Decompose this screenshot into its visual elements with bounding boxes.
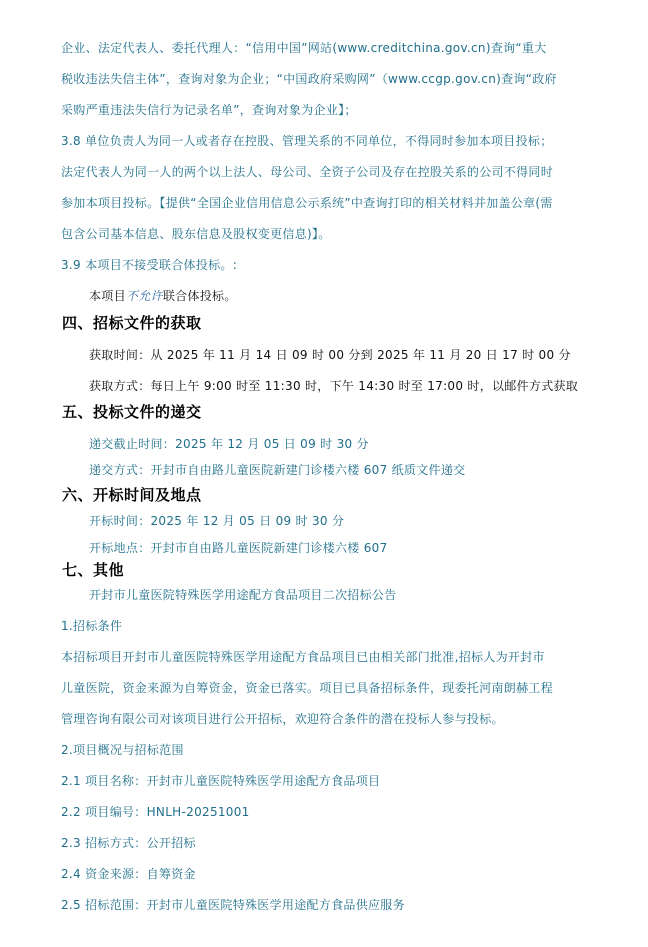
section-heading-6: 六、开标时间及地点 bbox=[62, 486, 202, 504]
paragraph-line: 本招标项目开封市儿童医院特殊医学用途配方食品项目已由相关部门批准,招标人为开封市 bbox=[61, 650, 545, 664]
subsection-2: 2.项目概况与招标范围 bbox=[61, 743, 184, 757]
get-method: 获取方式：每日上午 9:00 时至 11:30 时，下午 14:30 时至 17:00 时，以邮件方式获取 bbox=[89, 379, 579, 393]
statement-suffix: 联合体投标。 bbox=[162, 289, 237, 303]
notice-title: 开封市儿童医院特殊医学用途配方食品项目二次招标公告 bbox=[89, 588, 397, 602]
section-heading-7: 七、其他 bbox=[62, 561, 125, 579]
paragraph-line: 采购严重违法失信行为记录名单”，查询对象为企业】； bbox=[61, 103, 357, 117]
paragraph-line: 企业、法定代表人、委托代理人：“信用中国”网站(www.creditchina.gov.cn)查询“重大 bbox=[61, 41, 547, 55]
paragraph-line: 管理咨询有限公司对该项目进行公开招标，欢迎符合条件的潜在投标人参与投标。 bbox=[61, 712, 504, 726]
paragraph-line: 税收违法失信主体”，查询对象为企业；“中国政府采购网”（www.ccgp.gov.cn)查询“政府 bbox=[61, 72, 557, 86]
tender-method: 2.3 招标方式：公开招标 bbox=[61, 836, 196, 850]
clause-3-8: 3.8 单位负责人为同一人或者存在控股、管理关系的不同单位，不得同时参加本项目投标； bbox=[61, 134, 553, 148]
opening-place: 开标地点：开封市自由路儿童医院新建门诊楼六楼 607 bbox=[89, 541, 388, 555]
paragraph-line: 参加本项目投标。【提供“全国企业信用信息公示系统”中查询打印的相关材料并加盖公章(需 bbox=[61, 196, 553, 210]
statement-emphasis: 不允许 bbox=[125, 289, 163, 303]
consortium-statement bbox=[89, 288, 237, 304]
paragraph-line: 儿童医院，资金来源为自筹资金，资金已落实。项目已具备招标条件，现委托河南朗赫工程 bbox=[61, 681, 554, 695]
section-heading-5: 五、投标文件的递交 bbox=[62, 403, 202, 421]
project-name: 2.1 项目名称：开封市儿童医院特殊医学用途配方食品项目 bbox=[61, 774, 381, 788]
submission-method: 递交方式：开封市自由路儿童医院新建门诊楼六楼 607 纸质文件递交 bbox=[89, 463, 466, 477]
submission-deadline: 递交截止时间：2025 年 12 月 05 日 09 时 30 分 bbox=[89, 437, 369, 451]
section-heading-4: 四、招标文件的获取 bbox=[62, 314, 202, 332]
clause-3-9: 3.9 本项目不接受联合体投标。: bbox=[61, 258, 238, 272]
opening-time: 开标时间：2025 年 12 月 05 日 09 时 30 分 bbox=[89, 514, 345, 528]
project-number: 2.2 项目编号：HNLH-20251001 bbox=[61, 805, 250, 819]
subsection-1: 1.招标条件 bbox=[61, 619, 123, 633]
paragraph-line: 法定代表人为同一人的两个以上法人、母公司、全资子公司及存在控股关系的公司不得同时 bbox=[61, 165, 554, 179]
get-time: 获取时间：从 2025 年 11 月 14 日 09 时 00 分到 2025 年 11 月 20 日 17 时 00 分 bbox=[89, 348, 571, 362]
paragraph-line: 包含公司基本信息、股东信息及股权变更信息)】。 bbox=[61, 227, 331, 241]
tender-scope: 2.5 招标范围：开封市儿童医院特殊医学用途配方食品供应服务 bbox=[61, 898, 405, 912]
fund-source: 2.4 资金来源：自筹资金 bbox=[61, 867, 196, 881]
statement-prefix: 本项目 bbox=[89, 289, 126, 303]
